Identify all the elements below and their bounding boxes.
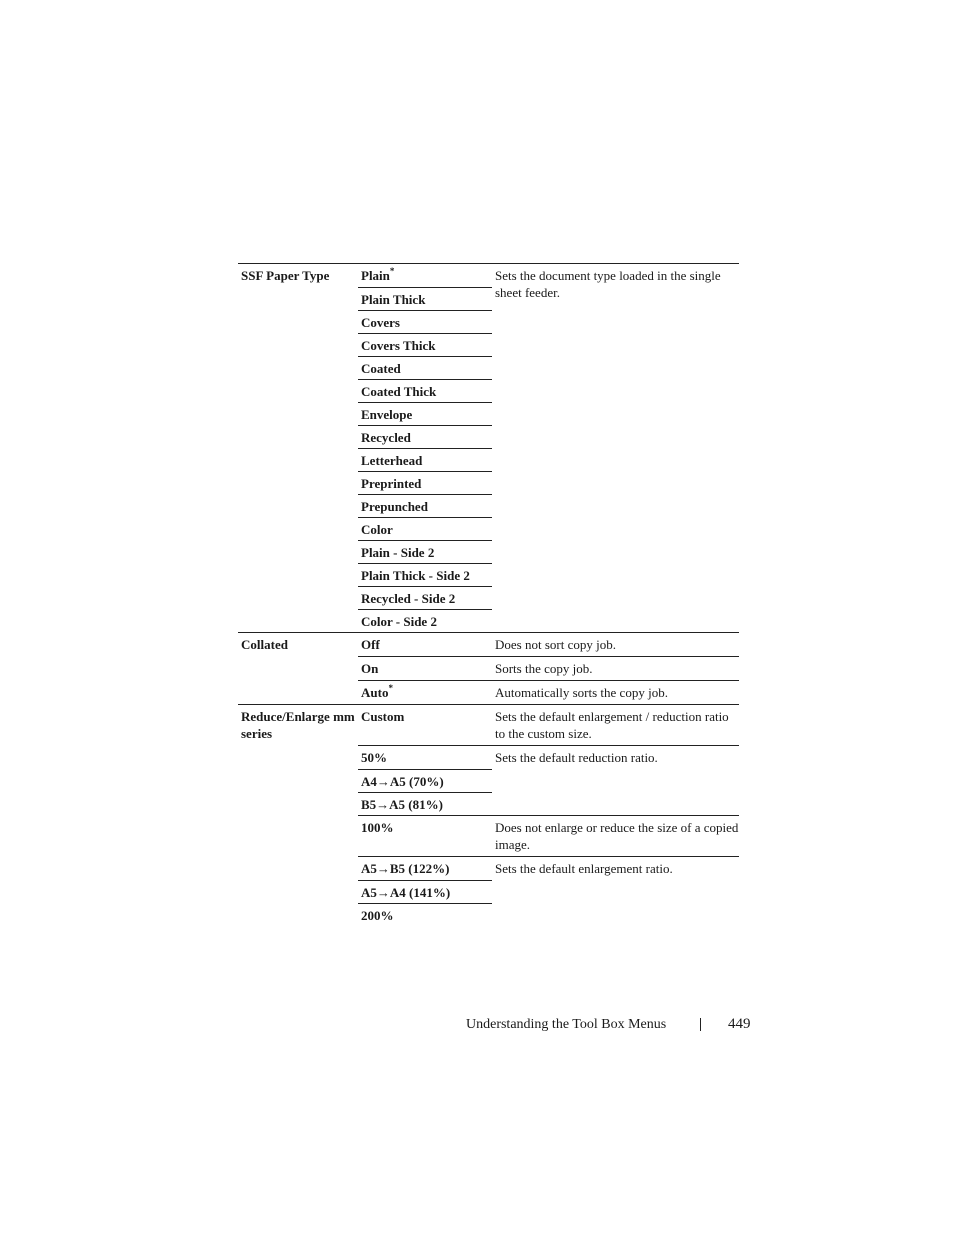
option-item: Preprinted [358, 471, 492, 494]
option-item: A5→A4 (141%) [358, 880, 492, 903]
option-item: Coated Thick [358, 379, 492, 402]
settings-table [238, 263, 739, 926]
option-description: Sets the default enlargement ratio. [495, 861, 673, 876]
option-item: Covers [358, 310, 492, 333]
default-marker: * [389, 266, 395, 276]
footer-separator [700, 1018, 701, 1031]
option-item: B5→A5 (81%) [358, 792, 492, 815]
option-description: Sets the document type loaded in the single sheet feeder. [495, 268, 721, 300]
option-item: Envelope [358, 402, 492, 425]
option-item: Custom [361, 709, 405, 724]
footer-section-title: Understanding the Tool Box Menus [466, 1017, 667, 1032]
option-item: 50% [361, 750, 387, 765]
reduce-enlarge-group [238, 704, 739, 926]
setting-name: SSF Paper Type [241, 268, 330, 283]
setting-name: Collated [241, 637, 288, 652]
option-description: Sets the default reduction ratio. [495, 750, 658, 765]
collated-group [238, 632, 739, 704]
option-item: 100% [361, 820, 394, 835]
option-item: Letterhead [358, 448, 492, 471]
default-marker: * [388, 683, 393, 693]
option-item: Auto* [361, 683, 393, 700]
option-item: Plain Thick - Side 2 [358, 563, 492, 586]
option-item: A4→A5 (70%) [358, 769, 492, 792]
ssf-paper-type-group [238, 263, 739, 632]
option-item: Plain - Side 2 [358, 540, 492, 563]
option-item: On [361, 661, 379, 676]
option-description: Does not enlarge or reduce the size of a copied image. [495, 820, 739, 852]
option-item: 200% [358, 903, 492, 926]
option-item: A5→B5 (122%) [361, 861, 450, 876]
option-item: Plain Thick [358, 287, 492, 310]
options-list [358, 264, 492, 632]
option-item: Color [358, 517, 492, 540]
option-description: Sets the default enlargement / reduction ratio to the custom size. [495, 709, 729, 741]
option-item: Recycled - Side 2 [358, 586, 492, 609]
option-item: Color - Side 2 [358, 609, 492, 632]
option-description: Sorts the copy job. [495, 661, 593, 676]
option-item: Recycled [358, 425, 492, 448]
option-description: Automatically sorts the copy job. [495, 685, 668, 700]
option-item: Covers Thick [358, 333, 492, 356]
setting-name: Reduce/Enlarge mm series [241, 709, 355, 741]
page-number: 449 [728, 1016, 751, 1032]
option-item: Prepunched [358, 494, 492, 517]
option-description: Does not sort copy job. [495, 637, 616, 652]
option-item: Plain* [361, 266, 395, 283]
option-item: Coated [358, 356, 492, 379]
option-item: Off [361, 637, 380, 652]
